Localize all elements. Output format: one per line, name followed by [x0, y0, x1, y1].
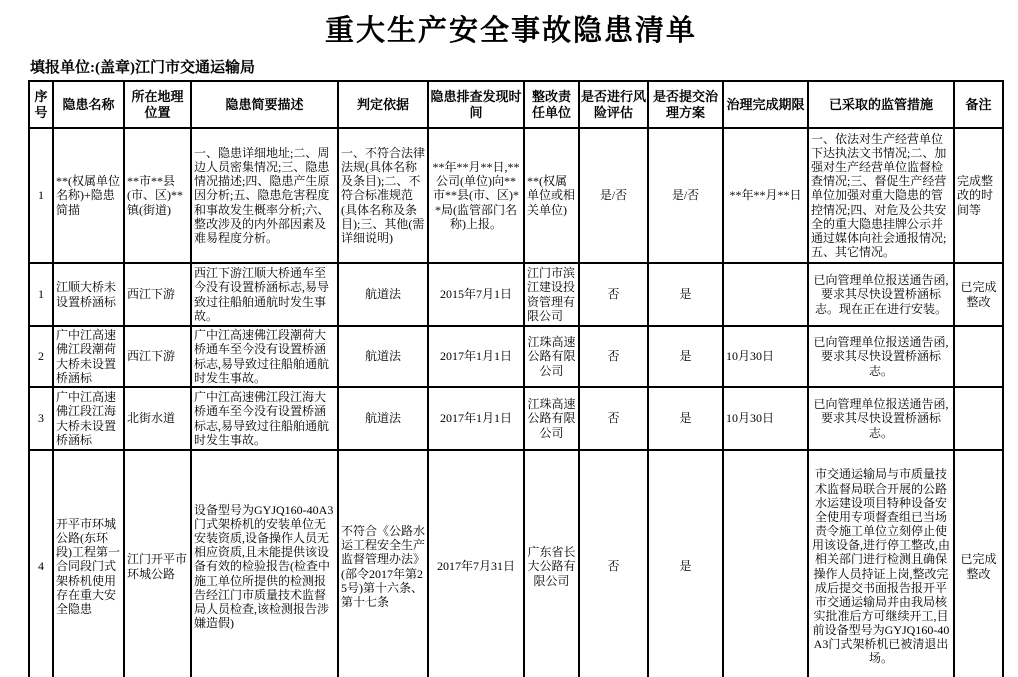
- page-title: 重大生产安全事故隐患清单: [324, 15, 697, 47]
- table-cell: 10月30日: [723, 387, 808, 450]
- column-header: 已采取的监管措施: [808, 81, 954, 128]
- column-header: 是否进行风险评估: [579, 81, 648, 128]
- table-cell: [723, 263, 808, 326]
- table-cell: 已完成整改: [954, 263, 1003, 326]
- column-header: 备注: [954, 81, 1003, 128]
- table-row: [29, 387, 1003, 450]
- table-cell: 一、依法对生产经营单位下达执法文书情况;二、加强对生产经营单位监督检查情况;三、督促生产经营单位加强对重大隐患的管控情况;四、对危及公共安全的重大隐患挂牌公示并通过媒体向社会通报情况;五、其它情况。: [808, 128, 954, 263]
- table-cell: 2017年1月1日: [428, 387, 524, 450]
- column-header: 治理完成期限: [723, 81, 808, 128]
- table-cell: 完成整改的时间等: [954, 128, 1003, 263]
- table-cell: 2017年1月1日: [428, 326, 524, 387]
- table-row: [29, 128, 1003, 263]
- table-cell: 一、隐患详细地址;二、周边人员密集情况;三、隐患情况描述;四、隐患产生原因分析;五、隐患危害程度和事故发生概率分析;六、整改涉及的内外部因素及难易程度分析。: [191, 128, 338, 263]
- table-cell: 一、不符合法律法规(具体名称及条目);二、不符合标准规范(具体名称及条目);三、其他(需详细说明): [338, 128, 428, 263]
- table-cell: 江珠高速公路有限公司: [524, 326, 579, 387]
- table-cell: 江门开平市环城公路: [124, 450, 191, 677]
- table-cell: [723, 450, 808, 677]
- table-cell: 广中江高速佛江段潮荷大桥未设置桥涵标: [53, 326, 124, 387]
- column-header: 所在地理位置: [124, 81, 191, 128]
- table-cell: 是: [648, 263, 723, 326]
- table-cell: 2017年7月31日: [428, 450, 524, 677]
- column-header: 隐患名称: [53, 81, 124, 128]
- table-cell: 是: [648, 387, 723, 450]
- table-cell: 市交通运输局与市质量技术监督局联合开展的公路水运建设项目特种设备安全使用专项督查组已当场责令施工单位立刻停止使用该设备,进行停工整改,由相关部门进行检测且确保操作人员持证上岗,整改完成后提交书面报告报开平市交通运输局并由我局核实批准后方可继续开工,目前设备型号为GYJQ160-40A3门式架桥机已被清退出场。: [808, 450, 954, 677]
- table-cell: 北街水道: [124, 387, 191, 450]
- table-cell: **年**月**日: [723, 128, 808, 263]
- table-cell: 已向管理单位报送通告函,要求其尽快设置桥涵标志。: [808, 387, 954, 450]
- table-cell: 已完成整改: [954, 450, 1003, 677]
- table-cell: 否: [579, 450, 648, 677]
- table-body: [29, 128, 1003, 677]
- table-cell: 10月30日: [723, 326, 808, 387]
- table-cell: 1: [29, 263, 53, 326]
- column-header: 整改责任单位: [524, 81, 579, 128]
- table-cell: 开平市环城公路(东环段)工程第一合同段门式架桥机使用存在重大安全隐患: [53, 450, 124, 677]
- column-header: 判定依据: [338, 81, 428, 128]
- table-cell: 航道法: [338, 387, 428, 450]
- table-cell: 4: [29, 450, 53, 677]
- table-cell: 否: [579, 263, 648, 326]
- table-cell: 广东省长大公路有限公司: [524, 450, 579, 677]
- column-header: 隐患排查发现时间: [428, 81, 524, 128]
- table-cell: 设备型号为GYJQ160-40A3门式架桥机的安装单位无安装资质,设备操作人员无相应资质,且未能提供该设备有效的检验报告(检查中施工单位所提供的检测报告经江门市质量技术监督局人员检查,该检测报告涉嫌造假): [191, 450, 338, 677]
- table-cell: 1: [29, 128, 53, 263]
- table-cell: 广中江高速佛江段潮荷大桥通车至今没有设置桥涵标志,易导致过往船舶通航时发生事故。: [191, 326, 338, 387]
- table-cell: **(权属单位或相关单位): [524, 128, 579, 263]
- table-cell: 广中江高速佛江段江海大桥通车至今没有设置桥涵标志,易导致过往船舶通航时发生事故。: [191, 387, 338, 450]
- table-cell: 广中江高速佛江段江海大桥未设置桥涵标: [53, 387, 124, 450]
- table-cell: 不符合《公路水运工程安全生产监督管理办法》(部令2017年第25号)第十六条、第十七条: [338, 450, 428, 677]
- table-header: [29, 81, 1003, 128]
- table-cell: 西江下游: [124, 263, 191, 326]
- table-cell: **(权属单位名称)+隐患简描: [53, 128, 124, 263]
- table-cell: 江顺大桥未设置桥涵标: [53, 263, 124, 326]
- table-cell: 是/否: [648, 128, 723, 263]
- header-row: [29, 81, 1003, 128]
- table-cell: 是: [648, 450, 723, 677]
- table-cell: 航道法: [338, 263, 428, 326]
- table-row: [29, 326, 1003, 387]
- hazard-table: [28, 80, 1004, 677]
- table-cell: 是: [648, 326, 723, 387]
- table-cell: 已向管理单位报送通告函,要求其尽快设置桥涵标志。现在正在进行安装。: [808, 263, 954, 326]
- table-cell: **市**县(市、区)**镇(街道): [124, 128, 191, 263]
- column-header: 是否提交治理方案: [648, 81, 723, 128]
- reporting-unit-line: 填报单位:(盖章)江门市交通运输局: [30, 60, 255, 76]
- table-cell: 3: [29, 387, 53, 450]
- column-header: 序号: [29, 81, 53, 128]
- table-cell: **年**月**日,**公司(单位)向**市**县(市、区)**局(监管部门名称)上报。: [428, 128, 524, 263]
- table-cell: 西江下游江顺大桥通车至今没有设置桥涵标志,易导致过往船舶通航时发生事故。: [191, 263, 338, 326]
- table-cell: 航道法: [338, 326, 428, 387]
- table-cell: 2015年7月1日: [428, 263, 524, 326]
- table-row: [29, 263, 1003, 326]
- table-cell: 江珠高速公路有限公司: [524, 387, 579, 450]
- table-cell: [954, 387, 1003, 450]
- table-cell: 西江下游: [124, 326, 191, 387]
- table-cell: 否: [579, 387, 648, 450]
- table-cell: 2: [29, 326, 53, 387]
- table-cell: 已向管理单位报送通告函,要求其尽快设置桥涵标志。: [808, 326, 954, 387]
- table-cell: 是/否: [579, 128, 648, 263]
- table-row: [29, 450, 1003, 677]
- column-header: 隐患简要描述: [191, 81, 338, 128]
- table-cell: 否: [579, 326, 648, 387]
- table-cell: 江门市滨江建设投资管理有限公司: [524, 263, 579, 326]
- table-cell: [954, 326, 1003, 387]
